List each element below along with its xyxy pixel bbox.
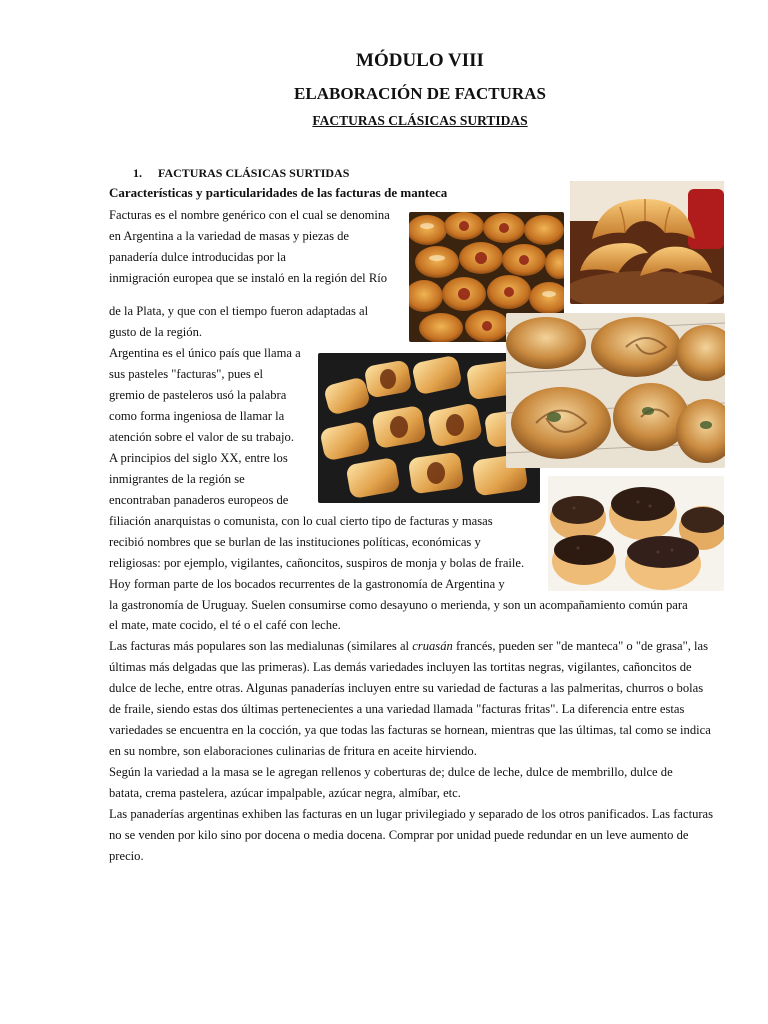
text-line: religiosas: por ejemplo, vigilantes, cañoncitos, suspiros de monja y bolas de fraile.: [109, 556, 525, 570]
text-line: gusto de la región.: [109, 325, 203, 339]
text-line: en Argentina a la variedad de masas y piezas de: [109, 229, 350, 243]
text-line: el mate, mate cocido, el té o el café con leche.: [109, 618, 341, 632]
page-subtitle: FACTURAS CLÁSICAS SURTIDAS: [312, 113, 528, 128]
text-line: recibió nombres que se burlan de las instituciones políticas, económicas y: [109, 535, 481, 549]
text-line: encontraban panaderos europeos de: [109, 493, 289, 507]
text-line: A principios del siglo XX, entre los: [109, 451, 288, 465]
text-line: variedades se encuentra en la cocción, ya que todas las facturas se hornean, mientras que las últimas, tal como se indica: [109, 723, 711, 737]
text-line: sus pasteles "facturas", pues el: [109, 367, 264, 381]
section-heading: [133, 166, 349, 181]
text-line: gremio de pasteleros usó la palabra: [109, 388, 287, 402]
text-line: Hoy forman parte de los bocados recurrentes de la gastronomía de Argentina y: [109, 577, 505, 591]
text-fragment: Las facturas más populares son las medialunas (similares al: [109, 639, 413, 653]
text-italic: cruasán: [412, 639, 453, 653]
text-line: Argentina es el único país que llama a: [109, 346, 301, 360]
text-line: panadería dulce introducidas por la: [109, 250, 286, 264]
text-line-medialunas: [109, 638, 708, 654]
section-number: 1.: [133, 166, 142, 180]
text-line: dulce de leche, entre otras. Algunas panaderías incluyen entre su variedad de facturas a las palmeritas, churros o bolas: [109, 681, 704, 695]
text-line: de fraile, siendo estas dos últimas pertenecientes a una variedad llamada "facturas fritas". La diferencia entre estas: [109, 702, 685, 716]
text-fragment: francés, pueden ser "de manteca" o "de grasa", las: [452, 639, 708, 653]
section-heading-text: FACTURAS CLÁSICAS SURTIDAS: [158, 166, 350, 180]
text-line: de la Plata, y que con el tiempo fueron adaptadas al: [109, 304, 369, 318]
text-line: inmigrantes de la región se: [109, 472, 245, 486]
module-title: MÓDULO VIII: [356, 50, 484, 71]
text-line: precio.: [109, 849, 144, 863]
text-line: Según la variedad a la masa se le agregan rellenos y coberturas de; dulce de leche, dulce de membrillo, dulce de: [109, 765, 673, 779]
text-line: como forma ingeniosa de llamar la: [109, 409, 285, 423]
text-line: Las panaderías argentinas exhiben las facturas en un lugar privilegiado y separado de los otros panificados. Las facturas: [109, 807, 714, 821]
text-line: batata, crema pastelera, azúcar impalpable, azúcar negra, almíbar, etc.: [109, 786, 461, 800]
croissants-photo: [570, 181, 724, 304]
tortitas-negras-photo: [548, 476, 724, 591]
text-line: la gastronomía de Uruguay. Suelen consumirse como desayuno o merienda, y son un acompañamiento común para: [109, 598, 688, 612]
section-subheading: Características y particularidades de las facturas de manteca: [109, 185, 448, 200]
text-line: atención sobre el valor de su trabajo.: [109, 430, 294, 444]
text-line: en su nombre, son elaboraciones culinarias de fritura en aceite hirviendo.: [109, 744, 477, 758]
text-line: inmigración europea que se instaló en la región del Río: [109, 271, 388, 285]
text-line: Facturas es el nombre genérico con el cual se denomina: [109, 208, 390, 222]
text-line: últimas más delgadas que las primeras). Las demás variedades incluyen las tortitas negras, vigilantes, cañoncitos de: [109, 660, 692, 674]
text-line: filiación anarquistas o comunista, con lo cual cierto tipo de facturas y masas: [109, 514, 493, 528]
text-line: no se venden por kilo sino por docena o media docena. Comprar por unidad puede redundar en un leve aumento de: [109, 828, 689, 842]
page-title: ELABORACIÓN DE FACTURAS: [294, 84, 546, 103]
glazed-pastries-photo: [506, 313, 725, 468]
